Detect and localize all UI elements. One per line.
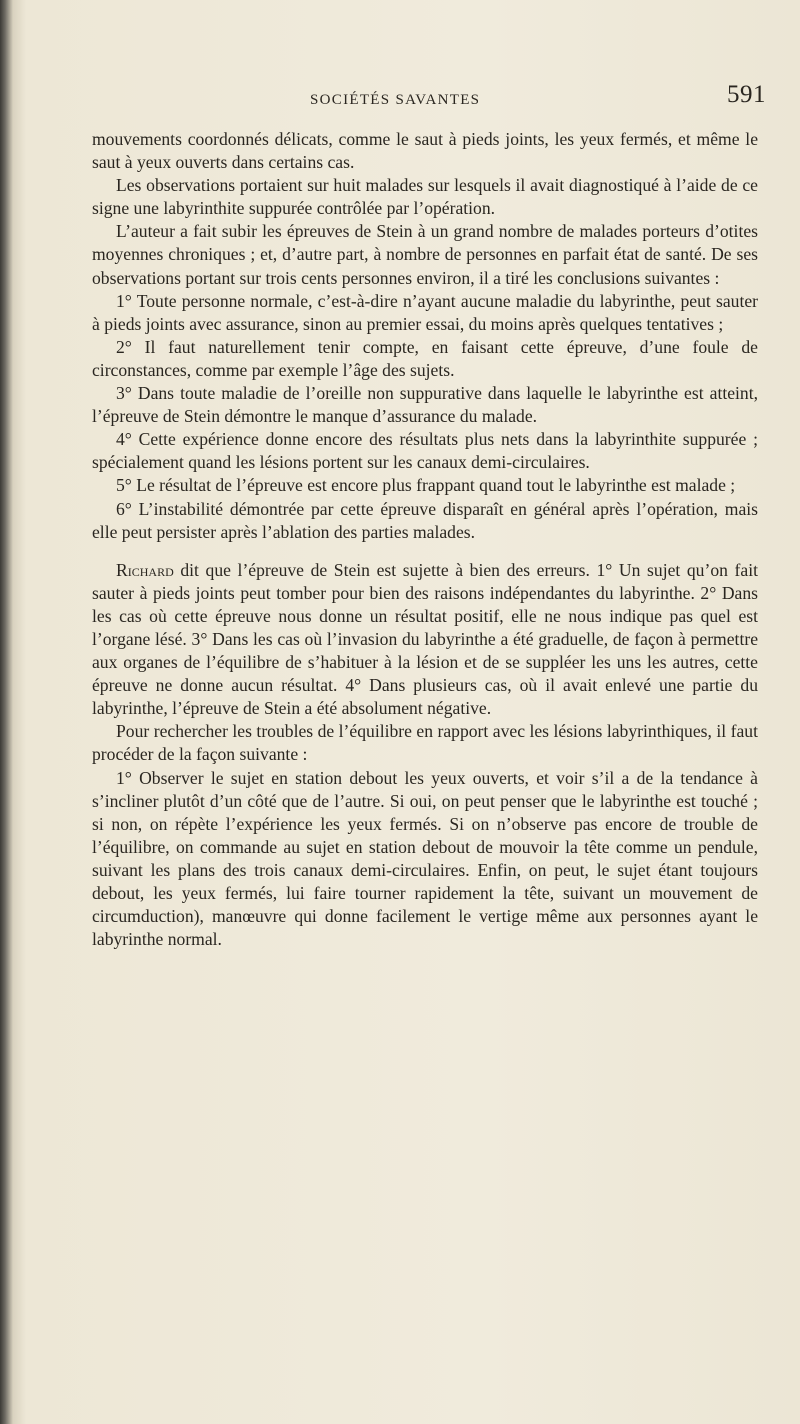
conclusion-6: 6° L’instabilité démontrée par cette épreuve disparaît en général après l’opération, mais elle peut persister après l’ablation des parties malades. — [92, 498, 758, 542]
paragraph-author-study: L’auteur a fait subir les épreuves de Stein à un grand nombre de malades porteurs d’otites moyennes chroniques ; et, d’autre part, à nombre de personnes en parfait état de santé. De ses observations portant sur trois cents personnes environ, il a tiré les conclusions suivantes : — [92, 221, 758, 288]
paragraph-procedure-step-1: 1° Observer le sujet en station debout les yeux ouverts, et voir s’il a de la tendance à s’incliner plutôt d’un côté que de l’autre. Si oui, on peut penser que le labyrinthe est touché ; si non, on répète l’expérience les yeux fermés. Si on n’observe pas encore de trouble de l’équilibre, on commande au sujet en station debout de mouvoir la tête comme un pendule, suivant les plans des trois canaux demi-circulaires. Enfin, on peut, le sujet étant toujours debout, les yeux fermés, lui faire tourner rapidement la tête, suivant un mouvement de circumduction), manœuvre qui donne facilement le vertige même aux personnes ayant le labyrinthe normal. — [92, 767, 758, 950]
paragraph-continuation: mouvements coordonnés délicats, comme le saut à pieds joints, les yeux fermés, et même le saut à yeux ouverts dans certains cas. — [92, 129, 758, 173]
article-body — [92, 128, 758, 951]
paragraph-procedure-intro: Pour rechercher les troubles de l’équilibre en rapport avec les lésions labyrinthiques, il faut procéder de la façon suivante : — [92, 721, 758, 765]
running-title: SOCIÉTÉS SAVANTES — [310, 92, 481, 108]
conclusion-1: 1° Toute personne normale, c’est-à-dire n’ayant aucune maladie du labyrinthe, peut sauter à pieds joints avec assurance, sinon au premier essai, du moins après quelques tentatives ; — [92, 290, 758, 334]
paragraph-richard-text: dit que l’épreuve de Stein est sujette à bien des erreurs. 1° Un sujet qu’on fait sauter à pieds joints peut tomber pour bien des raisons indépendantes du labyrinthe. 2° Dans les cas où cette épreuve nous donne un résultat positif, elle ne nous indique pas quel est l’organe lésé. 3° Dans les cas où l’invasion du labyrinthe a été graduelle, de façon à permettre aux organes de l’équilibre de s’habituer à la lésion et de se suppléer les uns les autres, cette épreuve ne donne aucun résultat. 4° Dans plusieurs cas, où il avait enlevé une partie du labyrinthe, l’épreuve de Stein a été absolument négative. — [92, 559, 758, 719]
conclusion-3: 3° Dans toute maladie de l’oreille non suppurative dans laquelle le labyrinthe est atteint, l’épreuve de Stein démontre le manque d’assurance du malade. — [92, 383, 758, 427]
paragraph-richard — [92, 559, 758, 721]
page-number: 591 — [727, 81, 766, 108]
conclusion-2: 2° Il faut naturellement tenir compte, en faisant cette épreuve, d’une foule de circonstances, comme par exemple l’âge des sujets. — [92, 336, 758, 380]
author-name: Richard — [116, 559, 174, 580]
conclusion-4: 4° Cette expérience donne encore des résultats plus nets dans la labyrinthite suppurée ; spécialement quand les lésions portent sur les canaux demi-circulaires. — [92, 429, 758, 473]
page-header — [0, 76, 800, 112]
paragraph-observations: Les observations portaient sur huit malades sur lesquels il avait diagnostiqué à l’aide de ce signe une labyrinthite suppurée contrôlée par l’opération. — [92, 175, 758, 219]
conclusion-5: 5° Le résultat de l’épreuve est encore plus frappant quand tout le labyrinthe est malade ; — [116, 475, 736, 496]
